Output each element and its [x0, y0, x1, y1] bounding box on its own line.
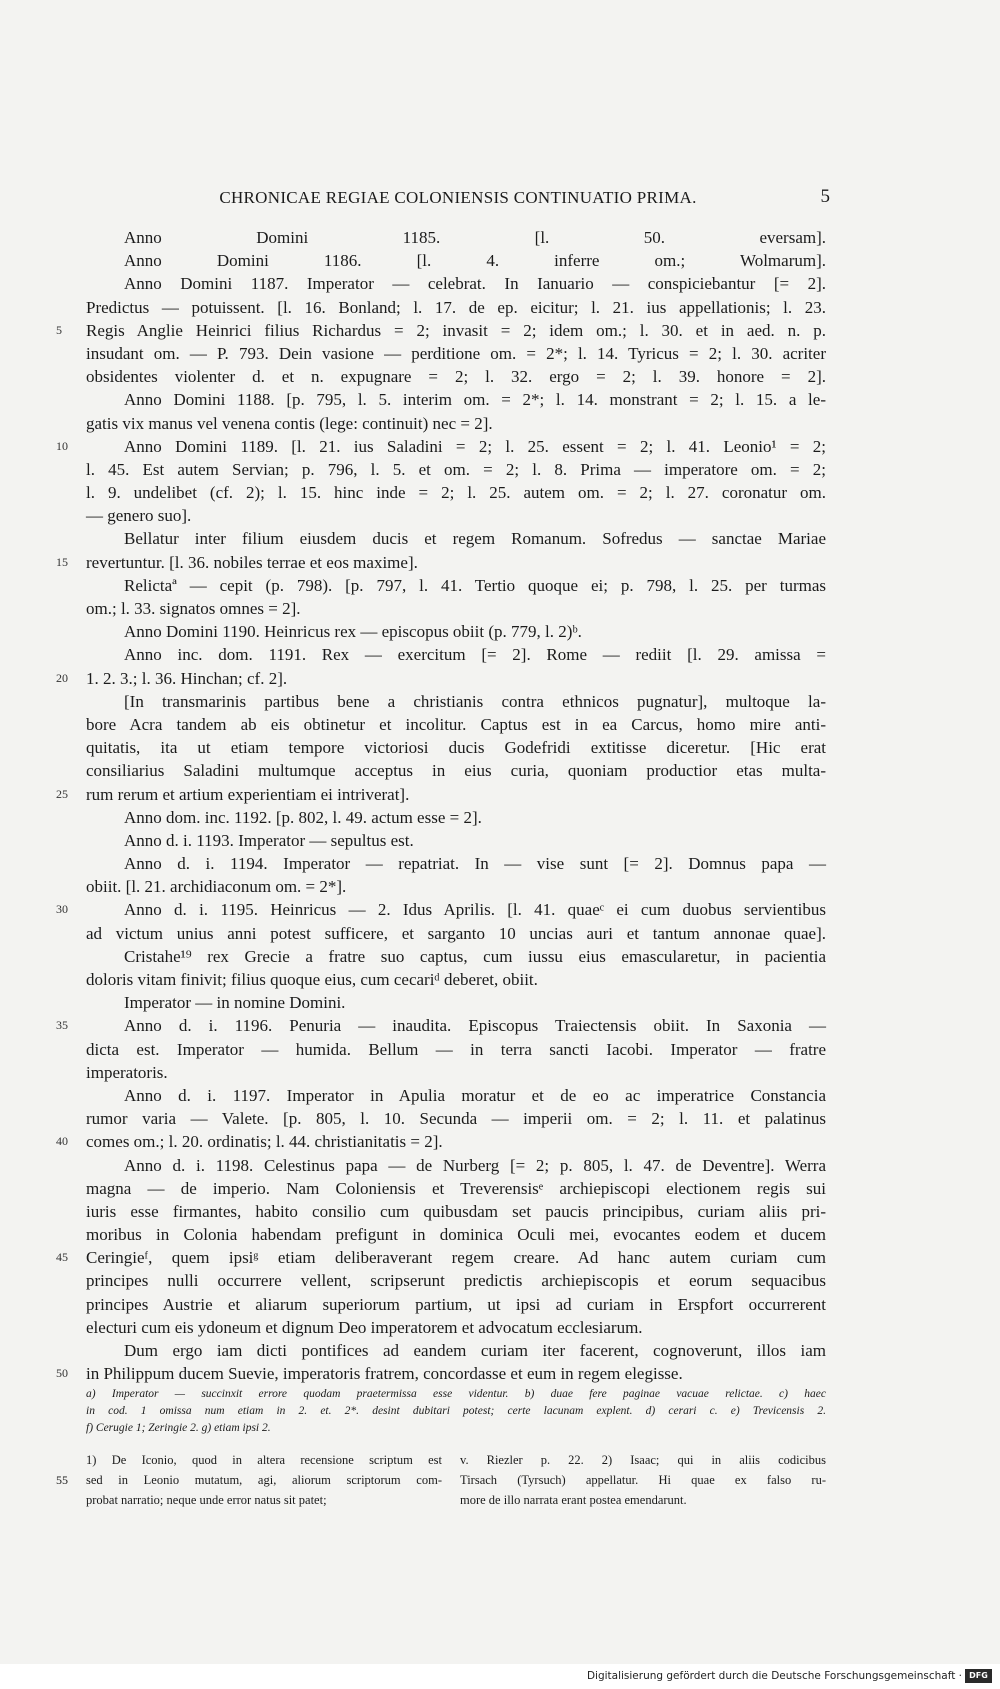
text-line: [0, 597, 1000, 620]
digitization-footer: [0, 1664, 1000, 1689]
dfg-logo: DFG: [965, 1669, 992, 1683]
text-line: [0, 435, 1000, 458]
text-line: [0, 412, 1000, 435]
footnote-row: [0, 1470, 1000, 1490]
funding-credit: Digitalisierung gefördert durch die Deutsche Forschungsgemeinschaft ·: [586, 1670, 962, 1682]
text-line: [0, 620, 1000, 643]
text-line: [0, 342, 1000, 365]
line-text: consiliarius Saladini multumque acceptus in eius curia, quoniam productior etas multa-: [86, 761, 826, 781]
footnote-right-column: more de illo narrata erant postea emendarunt.: [460, 1493, 687, 1507]
text-line: [0, 945, 1000, 968]
text-line: [0, 388, 1000, 411]
text-line: [0, 1362, 1000, 1385]
footnotes: [0, 1450, 1000, 1510]
line-text: obsidentes violenter d. et n. expugnare = 2; l. 32. ergo = 2; l. 39. honore = 2].: [86, 367, 826, 387]
line-text: Cristahe¹⁹ rex Grecie a fratre suo captus, cum iussu eius emascularetur, in pacientia: [124, 946, 826, 966]
line-text: Anno Domini 1187. Imperator — celebrat. In Ianuario — conspiciebantur [= 2].: [124, 274, 826, 294]
text-line: [0, 1316, 1000, 1339]
text-line: [0, 458, 1000, 481]
line-text: — genero suo].: [86, 506, 192, 526]
text-line: [0, 991, 1000, 1014]
line-text: comes om.; l. 20. ordinatis; l. 44. christianitatis = 2].: [86, 1132, 443, 1152]
line-text: Dum ergo iam dicti pontifices ad eandem curiam iter facerent, cognoverunt, illos iam: [124, 1341, 826, 1360]
text-line: [0, 527, 1000, 550]
line-number: 25: [56, 786, 68, 801]
line-text: 1. 2. 3.; l. 36. Hinchan; cf. 2].: [86, 668, 288, 688]
main-text: [0, 226, 1000, 1385]
text-line: [0, 1154, 1000, 1177]
line-text: Anno d. i. 1194. Imperator — repatriat. In — vise sunt [= 2]. Domnus papa —: [124, 854, 826, 874]
text-line: [0, 481, 1000, 504]
line-text: Anno d. i. 1193. Imperator — sepultus est.: [124, 830, 414, 850]
text-line: [0, 1061, 1000, 1084]
text-line: [0, 852, 1000, 875]
line-text: Anno d. i. 1195. Heinricus — 2. Idus Aprilis. [l. 41. quaeᶜ ei cum duobus servientibus: [124, 900, 826, 920]
line-text: electuri cum eis ydoneum et dignum Deo imperatorem et advocatum ecclesiarum.: [86, 1317, 643, 1337]
apparatus-line: a) Imperator — succinxit errore quodam praetermissa esse videntur. b) duae fere paginae vacuae relictae. c) haec: [86, 1388, 826, 1400]
line-text: Relictaª — cepit (p. 798). [p. 797, l. 41. Tertio quoque ei; p. 798, l. 25. per turmas: [124, 575, 826, 595]
text-line: [0, 226, 1000, 249]
critical-apparatus: [86, 1386, 826, 1437]
line-number: 50: [56, 1366, 68, 1381]
text-line: [0, 272, 1000, 295]
footnote-left-column: probat narratio; neque unde error natus sit patet;: [86, 1493, 327, 1507]
text-line: [0, 365, 1000, 388]
line-text: Bellatur inter filium eiusdem ducis et regem Romanum. Sofredus — sanctae Mariae: [124, 529, 826, 549]
text-line: [0, 249, 1000, 272]
text-line: [0, 1223, 1000, 1246]
line-number: 45: [56, 1250, 68, 1265]
apparatus-line: in cod. 1 omissa num etiam in 2. et. 2*. desint dubitari potest; certe lacunam explent. d) cerari c. e) Trevicensis 2.: [86, 1405, 826, 1417]
text-line: [0, 551, 1000, 574]
running-header: [86, 188, 830, 212]
line-text: Anno Domini 1190. Heinricus rex — episcopus obiit (p. 779, l. 2)ᵇ.: [124, 622, 582, 642]
line-text: Anno Domini 1188. [p. 795, l. 5. interim om. = 2*; l. 14. monstrant = 2; l. 15. a le-: [124, 390, 826, 410]
text-line: [0, 875, 1000, 898]
line-number: 30: [56, 902, 68, 917]
line-text: rum rerum et artium experientiam ei intriverat].: [86, 784, 410, 804]
line-text: in Philippum ducem Suevie, imperatoris fratrem, concordasse et eum in regem elegisse.: [86, 1364, 683, 1384]
line-text: ad victum unius anni potest sufficere, et sarganto 10 uncias auri et tantum annonae quae].: [86, 923, 826, 943]
line-text: doloris vitam finivit; filius quoque eius, cum cecariᵈ deberet, obiit.: [86, 970, 538, 989]
line-text: magna — de imperio. Nam Coloniensis et Treverensisᵉ archiepiscopi electionem regis sui: [86, 1178, 826, 1198]
line-text: l. 9. undelibet (cf. 2); l. 15. hinc inde = 2; l. 25. autem om. = 2; l. 27. coronatur om.: [86, 483, 826, 503]
text-line: [0, 736, 1000, 759]
text-line: [0, 1246, 1000, 1269]
line-text: om.; l. 33. signatos omnes = 2].: [86, 599, 301, 618]
line-text: Anno Domini 1185. [l. 50. eversam].: [124, 228, 826, 247]
line-number: 35: [56, 1018, 68, 1033]
text-line: [0, 574, 1000, 597]
text-line: [0, 1130, 1000, 1153]
text-line: [0, 898, 1000, 921]
text-line: [0, 968, 1000, 991]
line-text: quitatis, ita ut etiam tempore victoriosi ducis Godefridi extitisse diceretur. [Hic erat: [86, 738, 826, 758]
text-line: [0, 504, 1000, 527]
line-number: 55: [56, 1473, 68, 1487]
apparatus-line: f) Cerugie 1; Zeringie 2. g) etiam ipsi 2.: [86, 1422, 271, 1434]
line-text: Anno dom. inc. 1192. [p. 802, l. 49. actum esse = 2].: [124, 807, 482, 827]
line-text: Anno Domini 1186. [l. 4. inferre om.; Wolmarum].: [124, 251, 826, 271]
line-text: Regis Anglie Heinrici filius Richardus = 2; invasit = 2; idem om.; l. 30. et in aed. n. p.: [86, 320, 826, 340]
footnote-row: [0, 1450, 1000, 1470]
line-number: 40: [56, 1134, 68, 1149]
line-text: moribus in Colonia habendam prefigunt in dominica Oculi mei, evocantes eodem et ducem: [86, 1225, 826, 1245]
text-line: [0, 759, 1000, 782]
text-line: [0, 296, 1000, 319]
text-line: [0, 713, 1000, 736]
line-text: Anno d. i. 1197. Imperator in Apulia moratur et de eo ac imperatrice Constancia: [124, 1085, 826, 1105]
line-text: obiit. [l. 21. archidiaconum om. = 2*].: [86, 877, 347, 897]
line-text: revertuntur. [l. 36. nobiles terrae et eos maxime].: [86, 552, 418, 572]
line-text: Anno d. i. 1198. Celestinus papa — de Nurberg [= 2; p. 805, l. 47. de Deventre]. Werra: [124, 1155, 826, 1175]
text-line: [0, 1107, 1000, 1130]
footnote-right-column: Tirsach (Tyrsuch) appellatur. Hi quae ex falso ru-: [460, 1473, 826, 1487]
line-text: iuris esse firmantes, habito consilio cum quibusdam set paucis principibus, curiam aliis pri-: [86, 1201, 826, 1221]
line-text: Predictus — potuissent. [l. 16. Bonland; l. 17. de ep. eicitur; l. 21. ius appellationis; l. 23.: [86, 297, 826, 317]
text-line: [0, 1200, 1000, 1223]
footnote-right-column: v. Riezler p. 22. 2) Isaac; qui in aliis codicibus: [460, 1453, 826, 1467]
line-text: principes Austrie et aliarum superiorum partium, ut ipsi ad curiam in Erspfort occurrerent: [86, 1294, 826, 1314]
line-text: l. 45. Est autem Servian; p. 796, l. 5. et om. = 2; l. 8. Prima — imperatore om. = 2;: [86, 459, 826, 479]
text-line: [0, 643, 1000, 666]
line-text: imperatoris.: [86, 1062, 168, 1082]
footnote-left-column: 1) De Iconio, quod in altera recensione scriptum est: [86, 1453, 442, 1467]
footnote-row: [0, 1490, 1000, 1510]
text-line: [0, 1339, 1000, 1362]
text-line: [0, 783, 1000, 806]
line-text: rumor varia — Valete. [p. 805, l. 10. Secunda — imperii om. = 2; l. 11. et palatinus: [86, 1109, 826, 1129]
text-line: [0, 690, 1000, 713]
line-text: dicta est. Imperator — humida. Bellum — in terra sancti Iacobi. Imperator — fratre: [86, 1039, 826, 1059]
text-line: [0, 1084, 1000, 1107]
text-line: [0, 922, 1000, 945]
text-line: [0, 806, 1000, 829]
text-line: [0, 667, 1000, 690]
text-line: [0, 1014, 1000, 1037]
line-number: 15: [56, 554, 68, 569]
line-number: 5: [56, 322, 62, 337]
text-line: [0, 1177, 1000, 1200]
text-line: [0, 319, 1000, 342]
line-text: Anno Domini 1189. [l. 21. ius Saladini = 2; l. 25. essent = 2; l. 41. Leonio¹ = 2;: [124, 436, 826, 456]
line-number: 20: [56, 670, 68, 685]
running-title: CHRONICAE REGIAE COLONIENSIS CONTINUATIO PRIMA.: [219, 188, 697, 207]
line-number: 10: [56, 438, 68, 453]
line-text: insudant om. — P. 793. Dein vasione — perditione om. = 2*; l. 14. Tyricus = 2; l. 30. acriter: [86, 343, 826, 363]
text-line: [0, 1269, 1000, 1292]
line-text: [In transmarinis partibus bene a christianis contra ethnicos pugnatur], multoque la-: [124, 691, 826, 711]
text-line: [0, 829, 1000, 852]
text-line: [0, 1038, 1000, 1061]
footnote-left-column: sed in Leonio mutatum, agi, aliorum scriptorum com-: [86, 1473, 442, 1487]
line-text: Anno inc. dom. 1191. Rex — exercitum [= 2]. Rome — rediit [l. 29. amissa =: [124, 645, 826, 665]
line-text: principes nulli occurrere vellent, scripserunt predictis archiepiscopis et eorum sequacibus: [86, 1271, 826, 1291]
text-line: [0, 1293, 1000, 1316]
page-number: 5: [820, 186, 830, 207]
line-text: Ceringieᶠ, quem ipsiᵍ etiam deliberaverant regem creare. Ad hanc autem curiam cum: [86, 1248, 826, 1268]
line-text: bore Acra tandem ab eis obtinetur et incolitur. Captus est in ea Carcus, homo mire anti-: [86, 714, 826, 734]
line-text: gatis vix manus vel venena contis (lege: continuit) nec = 2].: [86, 413, 493, 433]
line-text: Imperator — in nomine Domini.: [124, 993, 346, 1013]
line-text: Anno d. i. 1196. Penuria — inaudita. Episcopus Traiectensis obiit. In Saxonia —: [124, 1016, 826, 1036]
